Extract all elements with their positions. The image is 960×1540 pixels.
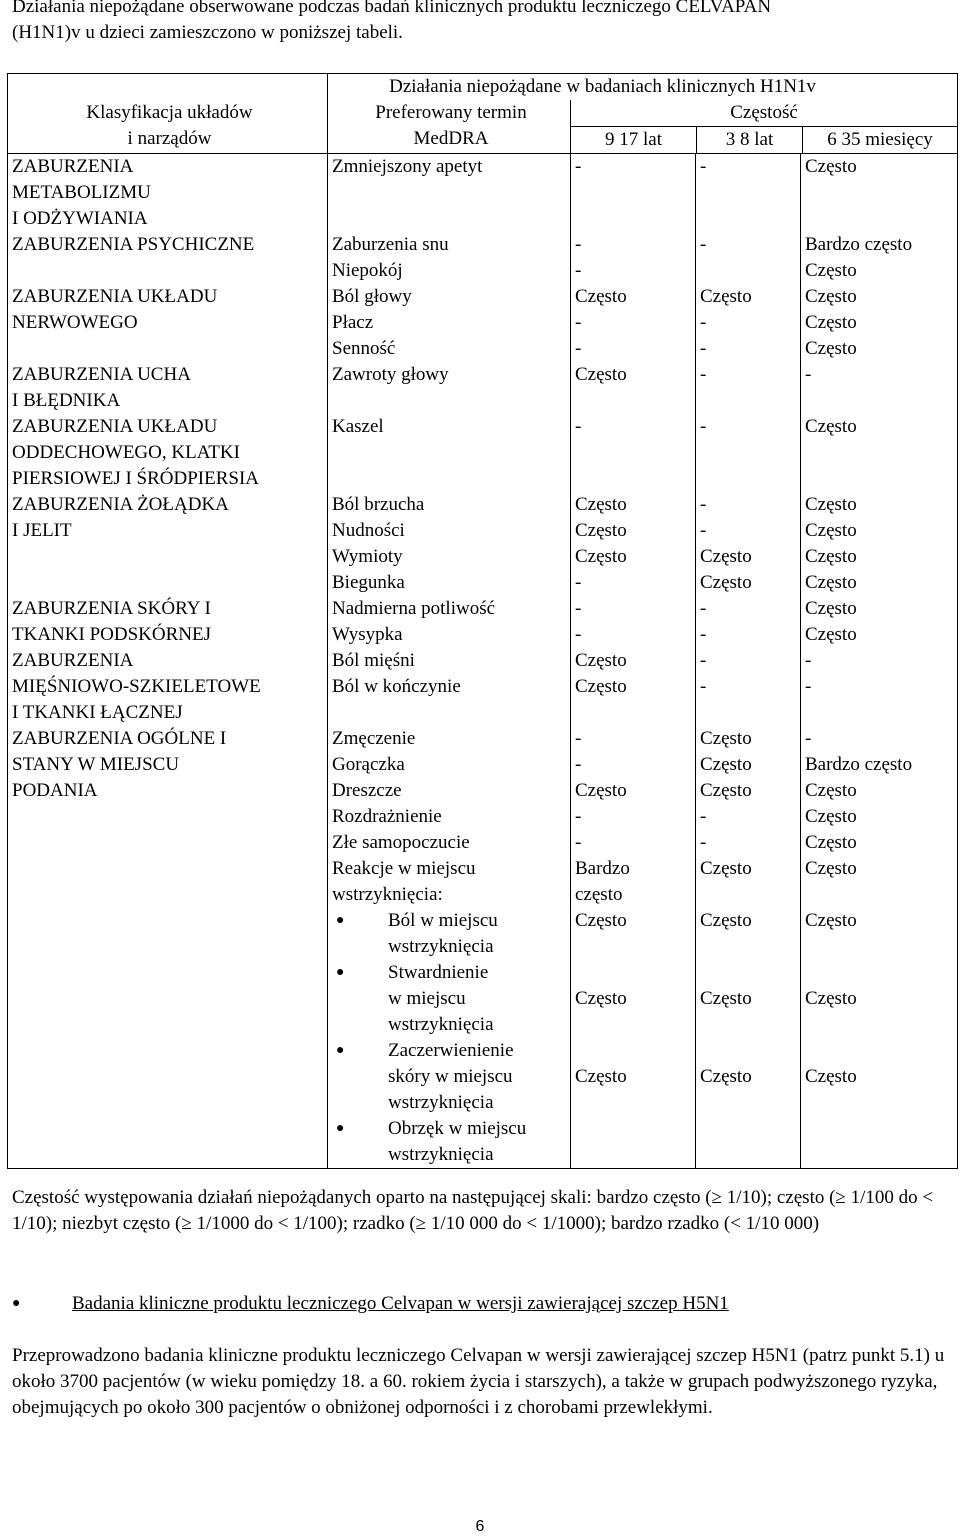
- frequency-value: -: [805, 728, 812, 749]
- organ-class-line: ZABURZENIA: [12, 650, 134, 671]
- table-row: [8, 596, 958, 648]
- organ-class-line: I ODŻYWIANIA: [12, 208, 148, 229]
- meddra-term: Wymioty: [332, 546, 403, 567]
- frequency-value: Często: [805, 260, 857, 281]
- caption-spacer: [8, 74, 328, 101]
- frequency-cell: [801, 414, 958, 492]
- meddra-term-cell: [328, 492, 571, 596]
- meddra-term: Ból mięśni: [332, 650, 415, 671]
- frequency-cell: [571, 362, 696, 414]
- injection-site-line: Zaczerwienienie: [388, 1040, 514, 1061]
- frequency-value: -: [575, 312, 582, 333]
- organ-class-line: STANY W MIEJSCU: [12, 754, 180, 775]
- frequency-value: Często: [805, 1066, 857, 1087]
- meddra-term: Ból w kończynie: [332, 676, 461, 697]
- organ-class-cell: [8, 648, 328, 726]
- organ-class-line: ZABURZENIA UKŁADU: [12, 416, 218, 437]
- meddra-term: Zaburzenia snu: [332, 234, 449, 255]
- intro-line: Działania niepożądane obserwowane podczas badań klinicznych produktu leczniczego CELVAPAN: [12, 0, 772, 17]
- frequency-value: Bardzo często: [805, 754, 913, 775]
- organ-class-line: ZABURZENIA PSYCHICZNE: [12, 234, 255, 255]
- frequency-value: Często: [575, 780, 627, 801]
- frequency-cell: [696, 726, 801, 1169]
- frequency-value: Często: [805, 546, 857, 567]
- meddra-term-cell: [328, 284, 571, 362]
- frequency-value: -: [575, 754, 582, 775]
- frequency-value: -: [805, 676, 812, 697]
- injection-site-line: w miejscu: [388, 988, 466, 1009]
- frequency-value: Często: [805, 312, 857, 333]
- frequency-cell: [696, 648, 801, 726]
- organ-class-line: ZABURZENIA: [12, 156, 134, 177]
- meddra-term: Ból głowy: [332, 286, 412, 307]
- injection-site-item: [332, 960, 570, 1038]
- frequency-value: -: [700, 156, 707, 177]
- frequency-value: -: [575, 806, 582, 827]
- organ-class-line: PODANIA: [12, 780, 98, 801]
- frequency-cell: [571, 154, 696, 233]
- table-row: [8, 232, 958, 284]
- injection-site-term: [388, 1116, 570, 1168]
- injection-site-frequency: [805, 856, 957, 908]
- frequency-value: -: [700, 650, 707, 671]
- injection-site-line: wstrzyknięcia: [388, 1092, 494, 1113]
- organ-class-cell: [8, 154, 328, 233]
- frequency-value: Często: [700, 546, 752, 567]
- frequency-value: Często: [805, 858, 857, 879]
- header-class-line: Klasyfikacja układów: [86, 102, 253, 123]
- injection-site-frequency: [805, 986, 957, 1064]
- frequency-value: Często: [700, 1066, 752, 1087]
- meddra-term-cell: [328, 414, 571, 492]
- frequency-cell: [571, 232, 696, 284]
- bullet-icon: ●: [12, 1296, 21, 1311]
- age-group-header: 3 8 lat: [697, 127, 803, 153]
- frequency-value: Często: [575, 1066, 627, 1087]
- header-term-line: MedDRA: [413, 128, 489, 149]
- meddra-term: Biegunka: [332, 572, 405, 593]
- header-term: [328, 100, 571, 154]
- injection-site-item: [332, 1038, 570, 1116]
- meddra-term: Wysypka: [332, 624, 403, 645]
- meddra-term-cell: [328, 362, 571, 414]
- injection-site-frequency: [575, 908, 695, 986]
- meddra-term-cell: [328, 154, 571, 233]
- table-caption: Działania niepożądane w badaniach klinicznych H1N1v: [328, 74, 958, 101]
- injection-site-item: [332, 1116, 570, 1168]
- organ-class-line: METABOLIZMU: [12, 182, 151, 203]
- frequency-value: Często: [700, 754, 752, 775]
- meddra-term-cell: [328, 648, 571, 726]
- header-frequency: [571, 100, 958, 154]
- injection-site-frequency: [700, 986, 800, 1064]
- frequency-value: często: [575, 884, 623, 905]
- header-class: [8, 100, 328, 154]
- table-row: [8, 154, 958, 233]
- organ-class-cell: [8, 414, 328, 492]
- header-term-line: Preferowany termin: [375, 102, 527, 123]
- injection-site-line: skóry w miejscu: [388, 1066, 513, 1087]
- frequency-value: Często: [805, 494, 857, 515]
- age-group-header: 9 17 lat: [571, 127, 697, 153]
- table-row: [8, 414, 958, 492]
- meddra-term: Senność: [332, 338, 396, 359]
- organ-class-line: NERWOWEGO: [12, 312, 138, 333]
- frequency-value: -: [700, 338, 707, 359]
- meddra-term: Niepokój: [332, 260, 403, 281]
- frequency-value: -: [700, 598, 707, 619]
- organ-class-line: ZABURZENIA UCHA: [12, 364, 191, 385]
- frequency-value: Często: [700, 858, 752, 879]
- frequency-value: -: [575, 416, 582, 437]
- frequency-value: -: [575, 572, 582, 593]
- frequency-value: Często: [805, 572, 857, 593]
- meddra-term: Złe samopoczucie: [332, 832, 470, 853]
- meddra-term: Nudności: [332, 520, 405, 541]
- frequency-value: Często: [805, 910, 857, 931]
- injection-site-line: Stwardnienie: [388, 962, 489, 983]
- injection-site-line: wstrzyknięcia: [388, 1014, 494, 1035]
- header-freq-label: Częstość: [571, 100, 957, 127]
- frequency-value: Bardzo często: [805, 234, 913, 255]
- adverse-reactions-table: [7, 73, 958, 1169]
- meddra-term-cell: [328, 596, 571, 648]
- bullet-icon: ●: [336, 965, 345, 980]
- section-heading-text: Badania kliniczne produktu leczniczego Celvapan w wersji zawierającej szczep H5N1: [72, 1293, 729, 1314]
- frequency-cell: [571, 726, 696, 1169]
- frequency-value: Często: [805, 806, 857, 827]
- injection-site-frequency: [700, 856, 800, 908]
- table-row: [8, 284, 958, 362]
- frequency-value: Często: [805, 416, 857, 437]
- frequency-cell: [801, 232, 958, 284]
- injection-site-frequency: [700, 908, 800, 986]
- meddra-term: Reakcje w miejscu: [332, 858, 476, 879]
- frequency-value: Często: [805, 624, 857, 645]
- frequency-cell: [571, 414, 696, 492]
- frequency-value: Często: [575, 520, 627, 541]
- frequency-cell: [696, 284, 801, 362]
- frequency-value: Często: [805, 780, 857, 801]
- injection-site-frequency: [805, 1064, 957, 1116]
- frequency-value: -: [575, 260, 582, 281]
- injection-site-line: Obrzęk w miejscu: [388, 1118, 527, 1139]
- frequency-cell: [801, 726, 958, 1169]
- intro-line: (H1N1)v u dzieci zamieszczono w poniższej tabeli.: [12, 22, 403, 43]
- frequency-cell: [801, 648, 958, 726]
- frequency-value: Często: [805, 598, 857, 619]
- meddra-term: Ból brzucha: [332, 494, 425, 515]
- frequency-value: Często: [575, 988, 627, 1009]
- frequency-value: -: [700, 364, 707, 385]
- frequency-value: Często: [700, 988, 752, 1009]
- bullet-icon: ●: [336, 1121, 345, 1136]
- organ-class-cell: [8, 726, 328, 1169]
- meddra-term: Gorączka: [332, 754, 405, 775]
- frequency-value: Często: [805, 338, 857, 359]
- frequency-value: Często: [700, 728, 752, 749]
- table-row: [8, 362, 958, 414]
- organ-class-line: ZABURZENIA ŻOŁĄDKA: [12, 494, 229, 515]
- frequency-cell: [801, 362, 958, 414]
- frequency-cell: [801, 154, 958, 233]
- frequency-cell: [696, 232, 801, 284]
- meddra-term: Płacz: [332, 312, 374, 333]
- frequency-value: -: [575, 156, 582, 177]
- frequency-cell: [696, 154, 801, 233]
- table-row-general: [8, 726, 958, 1169]
- frequency-value: Często: [575, 676, 627, 697]
- frequency-value: Często: [700, 286, 752, 307]
- organ-class-line: I TKANKI ŁĄCZNEJ: [12, 702, 183, 723]
- frequency-value: -: [575, 624, 582, 645]
- organ-class-line: I BŁĘDNIKA: [12, 390, 121, 411]
- frequency-value: -: [700, 520, 707, 541]
- frequency-cell: [696, 596, 801, 648]
- frequency-value: -: [575, 338, 582, 359]
- meddra-term: wstrzyknięcia:: [332, 884, 443, 905]
- meddra-term: Zmęczenie: [332, 728, 416, 749]
- frequency-cell: [571, 596, 696, 648]
- frequency-value: -: [575, 728, 582, 749]
- meddra-term: Dreszcze: [332, 780, 402, 801]
- frequency-value: -: [700, 624, 707, 645]
- injection-site-item: [332, 908, 570, 960]
- injection-site-frequency: [575, 986, 695, 1064]
- organ-class-cell: [8, 492, 328, 596]
- frequency-value: -: [700, 676, 707, 697]
- frequency-value: -: [700, 494, 707, 515]
- frequency-value: Często: [575, 910, 627, 931]
- meddra-term: Nadmierna potliwość: [332, 598, 496, 619]
- frequency-value: -: [700, 312, 707, 333]
- frequency-value: -: [700, 416, 707, 437]
- frequency-value: -: [700, 234, 707, 255]
- frequency-value: -: [805, 364, 812, 385]
- organ-class-cell: [8, 362, 328, 414]
- age-group-header: 6 35 miesięcy: [827, 129, 933, 150]
- frequency-cell: [696, 492, 801, 596]
- frequency-value: Często: [575, 286, 627, 307]
- section-paragraph: Przeprowadzono badania kliniczne produktu leczniczego Celvapan w wersji zawierającej szczep H5N1 (patrz punkt 5.1) u około 3700 pacjentów (w wieku pomiędzy 18. a 60. rokiem życia i starszych), a także w grupach podwyższonego ryzyka, obejmujących po około 300 pacjentów o obniżonej odporności i z chorobami przewlekłymi.: [12, 1345, 945, 1418]
- frequency-value: -: [575, 598, 582, 619]
- meddra-term: Kaszel: [332, 416, 384, 437]
- meddra-term-cell: [328, 726, 571, 1169]
- header-class-line: i narządów: [127, 128, 212, 149]
- injection-site-term: [388, 908, 570, 960]
- frequency-value: Często: [805, 832, 857, 853]
- table-caption-row: [8, 74, 958, 101]
- injection-site-frequency: [575, 1064, 695, 1116]
- frequency-value: Często: [700, 780, 752, 801]
- frequency-value: -: [805, 650, 812, 671]
- organ-class-line: TKANKI PODSKÓRNEJ: [12, 624, 211, 645]
- frequency-cell: [696, 414, 801, 492]
- meddra-term: Zmniejszony apetyt: [332, 156, 483, 177]
- organ-class-cell: [8, 232, 328, 284]
- frequency-value: -: [700, 806, 707, 827]
- frequency-cell: [801, 284, 958, 362]
- frequency-cell: [696, 362, 801, 414]
- frequency-value: Często: [575, 494, 627, 515]
- table-body: [8, 154, 958, 1169]
- frequency-value: -: [575, 234, 582, 255]
- table-row: [8, 648, 958, 726]
- organ-class-line: ODDECHOWEGO, KLATKI: [12, 442, 240, 463]
- organ-class-line: PIERSIOWEJ I ŚRÓDPIERSIA: [12, 468, 260, 489]
- frequency-cell: [801, 596, 958, 648]
- bullet-icon: ●: [336, 1043, 345, 1058]
- injection-site-frequency: [805, 908, 957, 986]
- frequency-value: -: [700, 832, 707, 853]
- frequency-value: Często: [805, 156, 857, 177]
- injection-site-frequency: [700, 1064, 800, 1116]
- table-header-row: [8, 100, 958, 154]
- meddra-term: Zawroty głowy: [332, 364, 449, 385]
- organ-class-line: MIĘŚNIOWO-SZKIELETOWE: [12, 676, 261, 697]
- intro-text: [12, 0, 771, 46]
- injection-site-frequency: [575, 856, 695, 908]
- frequency-cell: [571, 492, 696, 596]
- frequency-value: Często: [700, 572, 752, 593]
- injection-site-line: wstrzyknięcia: [388, 1144, 494, 1165]
- frequency-footnote: Częstość występowania działań niepożądanych oparto na następującej skali: bardzo często (≥ 1/10); często (≥ 1/100 do < 1/10); niezbyt często (≥ 1/1000 do < 1/100); rzadko (≥ 1/10 000 do < 1/1000); bardzo rzadko (< 1/10 000): [12, 1187, 934, 1234]
- organ-class-line: I JELIT: [12, 520, 72, 541]
- organ-class-cell: [8, 284, 328, 362]
- injection-site-line: wstrzyknięcia: [388, 936, 494, 957]
- page-number: 6: [475, 1518, 485, 1535]
- frequency-value: Często: [805, 988, 857, 1009]
- organ-class-line: ZABURZENIA UKŁADU: [12, 286, 218, 307]
- organ-class-cell: [8, 596, 328, 648]
- organ-class-line: ZABURZENIA SKÓRY I: [12, 598, 211, 619]
- frequency-value: Często: [805, 286, 857, 307]
- frequency-value: -: [575, 832, 582, 853]
- frequency-value: Często: [575, 650, 627, 671]
- frequency-cell: [801, 492, 958, 596]
- frequency-value: Bardzo: [575, 858, 630, 879]
- meddra-term: Rozdrażnienie: [332, 806, 442, 827]
- frequency-value: Często: [575, 364, 627, 385]
- injection-site-term: [388, 1038, 570, 1116]
- organ-class-line: ZABURZENIA OGÓLNE I: [12, 728, 227, 749]
- injection-site-line: Ból w miejscu: [388, 910, 498, 931]
- meddra-term-cell: [328, 232, 571, 284]
- frequency-cell: [571, 284, 696, 362]
- frequency-cell: [571, 648, 696, 726]
- bullet-icon: ●: [336, 913, 345, 928]
- injection-site-term: [388, 960, 570, 1038]
- frequency-value: Często: [805, 520, 857, 541]
- frequency-value: Często: [575, 546, 627, 567]
- frequency-value: Często: [700, 910, 752, 931]
- table-row: [8, 492, 958, 596]
